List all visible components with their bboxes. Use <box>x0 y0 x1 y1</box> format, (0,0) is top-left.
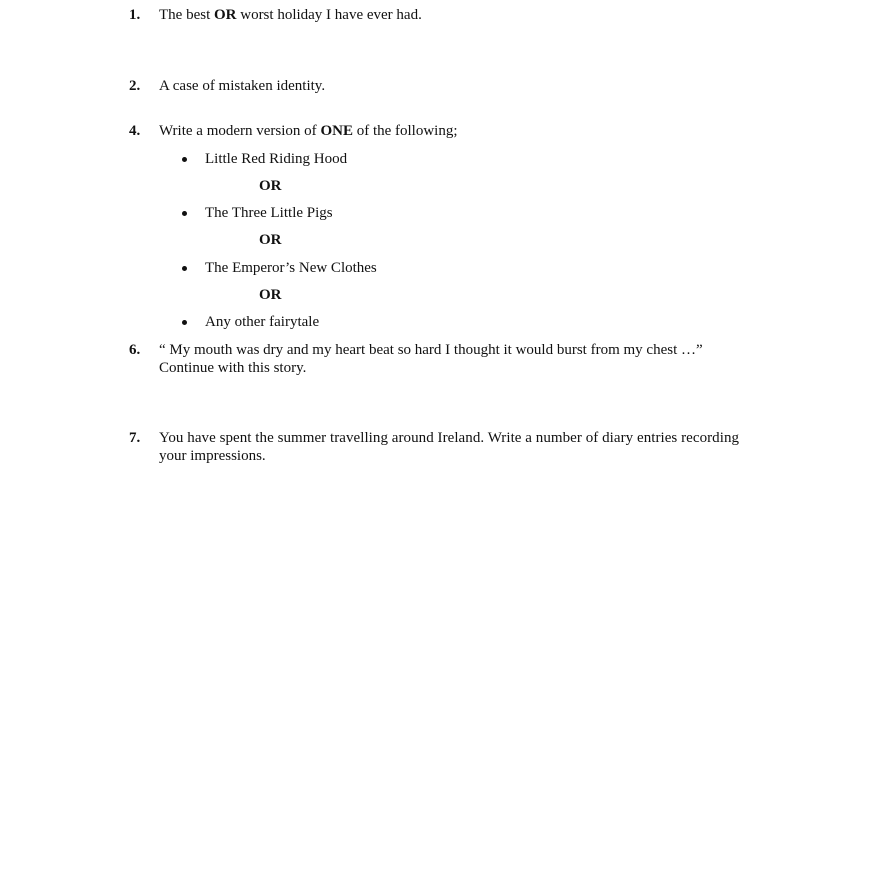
question-text-line-2: your impressions. <box>159 448 266 464</box>
option-label: The Emperor’s New Clothes <box>205 260 377 276</box>
question-number: 6. <box>129 342 141 358</box>
or-separator: OR <box>259 178 282 194</box>
question-text-emphasis: OR <box>213 7 237 23</box>
question-text-line-1: You have spent the summer travelling around Ireland. Write a number of diary entries recording <box>159 430 740 446</box>
or-separator: OR <box>259 287 282 303</box>
question-text-part: of the following; <box>352 123 458 139</box>
or-separator: OR <box>259 232 282 248</box>
question-text-emphasis: ONE <box>320 123 353 139</box>
question-text <box>159 122 769 140</box>
option-label: Little Red Riding Hood <box>205 151 348 167</box>
question-text-part: The best <box>159 7 214 23</box>
option-label: Any other fairytale <box>205 314 320 330</box>
question-number: 1. <box>129 7 141 23</box>
question-text-part: Write a modern version of <box>159 123 321 139</box>
question-number: 4. <box>129 123 141 139</box>
option-label: The Three Little Pigs <box>205 205 333 221</box>
question-text-line-1: “ My mouth was dry and my heart beat so hard I thought it would burst from my chest …” <box>159 342 703 358</box>
question-number: 7. <box>129 430 141 446</box>
question-text-part: worst holiday I have ever had. <box>236 7 422 23</box>
question-text: A case of mistaken identity. <box>159 78 326 94</box>
question-number: 2. <box>129 78 141 94</box>
question-text <box>159 6 769 24</box>
question-text-line-2: Continue with this story. <box>159 360 307 376</box>
